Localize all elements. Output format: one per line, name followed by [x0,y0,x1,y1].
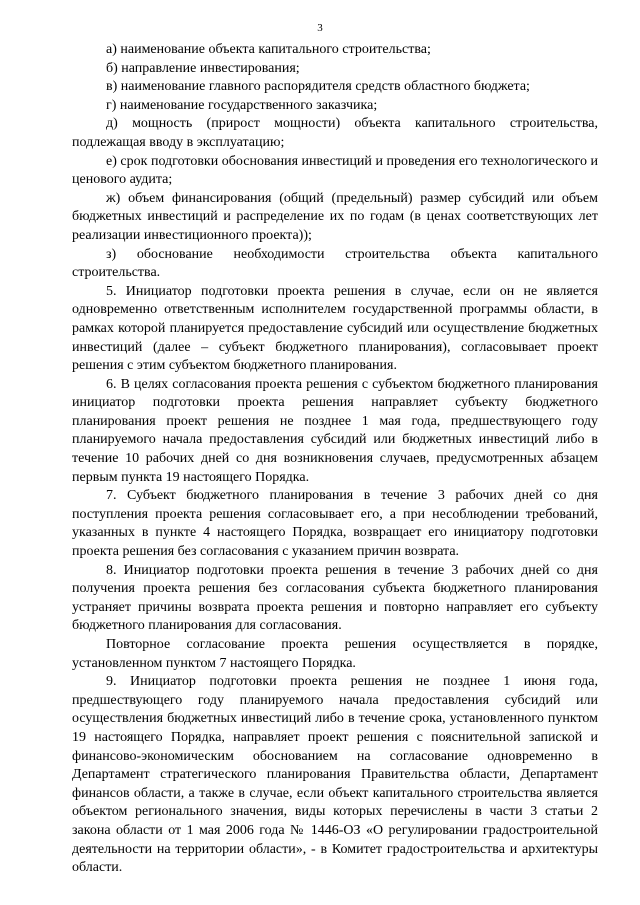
paragraph-clause-8: 8. Инициатор подготовки проекта решения в течение 3 рабочих дней со дня получения проекта решения без согласования субъекта бюджетного планирования устраняет причины возврата проекта решения и повторно направляет его субъекту бюджетного планирования для согласования. [72,562,598,634]
paragraph-clause-6: 6. В целях согласования проекта решения с субъектом бюджетного планирования инициатор подготовки проекта решения направляет субъекту бюджетного планирования проект решения не позднее 1 мая года, предшествующего году планируемого начала предоставления субсидий или бюджетных инвестиций либо в течение 10 рабочих дней со дня возникновения случаев, предусмотренных абзацем первым пункта 19 настоящего Порядка. [72,376,598,485]
page-number: 3 [317,22,323,34]
paragraph-item-zh: ж) объем финансирования (общий (предельный) размер субсидий или объем бюджетных инвестиций и распределение их по годам (в ценах соответствующих лет реализации инвестиционного проекта)); [72,190,598,243]
paragraph-repeat-approval: Повторное согласование проекта решения осуществляется в порядке, установленном пунктом 7 настоящего Порядка. [72,637,598,671]
paragraph-item-d: д) мощность (прирост мощности) объекта капитального строительства, подлежащая вводу в эксплуатацию; [72,116,598,150]
paragraph-item-e: е) срок подготовки обоснования инвестиций и проведения его технологического и ценового аудита; [72,153,598,188]
paragraph-item-g: г) наименование государственного заказчика; [106,97,378,113]
paragraph-item-a: а) наименование объекта капитального строительства; [106,42,431,57]
paragraph-clause-9: 9. Инициатор подготовки проекта решения не позднее 1 июня года, предшествующего году планируемого начала предоставления субсидий или осуществления бюджетных инвестиций либо в течение срока, установленного пунктом 19 настоящего Порядка, направляет проект решения с пояснительной запиской и финансово-экономическим обоснованием на согласование одновременно в Департамент стратегического планирования Правительства области, Департамент финансов области, а также в случае, если объект капитального строительства является объектом регионального значения, виды которых перечислены в части 3 статьи 2 закона области от 1 мая 2006 года № 1446-ОЗ «О регулировании градостроительной деятельности на территории области», - в Комитет градостроительства и архитектуры области. [72,674,598,876]
paragraph-item-v: в) наименование главного распорядителя средств областного бюджета; [106,79,530,95]
paragraph-clause-7: 7. Субъект бюджетного планирования в течение 3 рабочих дней со дня поступления проекта решения согласовывает его, а при несоблюдении требований, указанных в пункте 4 настоящего Порядка, возвращает его инициатору подготовки проекта решения без согласования с указанием причин возврата. [72,488,598,560]
paragraph-clause-5: 5. Инициатор подготовки проекта решения в случае, если он не является одновременно ответственным исполнителем государственной программы области, в рамках которой планируется предоставление субсидий или осуществление бюджетных инвестиций (далее – субъект бюджетного планирования), согласовывает проект решения с этим субъектом бюджетного планирования. [72,283,598,374]
paragraph-item-z: з) обоснование необходимости строительства объекта капитального строительства. [72,246,598,281]
document-body [72,41,598,878]
paragraph-item-b: б) направление инвестирования; [106,60,300,76]
